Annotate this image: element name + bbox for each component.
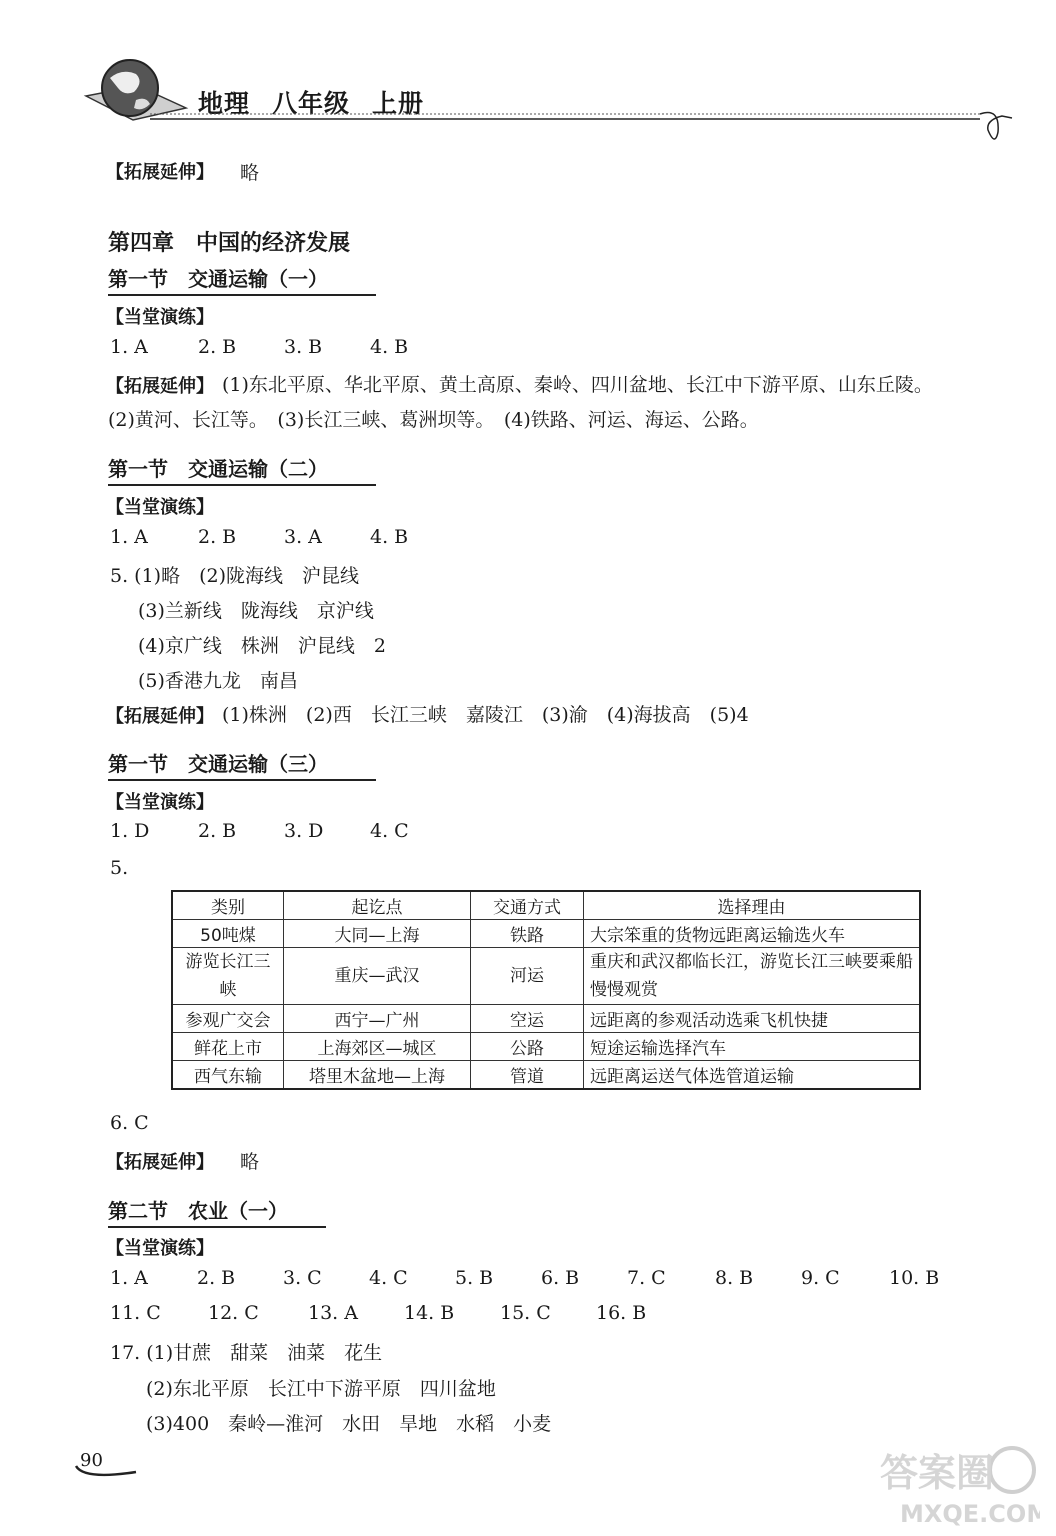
section3-q5: 5. (110, 857, 129, 879)
section2-ext-text: (1)株洲 (2)西 长江三峡 嘉陵江 (3)渝 (4)海拔高 (5)4 (222, 704, 749, 726)
header-volume: 上册 (372, 89, 425, 118)
chapter-title: 第四章 中国的经济发展 (108, 231, 351, 256)
header-grade: 八年级 (272, 89, 351, 118)
section3-answers (110, 820, 409, 842)
section3-ext-label: 【拓展延伸】 (106, 1152, 214, 1173)
table-cell: 河运 (471, 948, 584, 1005)
answer: 3. D (284, 820, 324, 842)
answer: 1. A (110, 1267, 148, 1289)
section4-answers-row2 (110, 1302, 646, 1324)
table-cell: 短途运输选择汽车 (584, 1033, 921, 1061)
table-row (172, 1005, 920, 1033)
table-header: 交通方式 (471, 891, 584, 920)
section4-answers-row1 (110, 1267, 939, 1289)
answer: 9. C (801, 1267, 840, 1289)
answer: 4. B (370, 526, 409, 548)
section3-practice-label: 【当堂演练】 (106, 792, 214, 813)
section2-practice-label: 【当堂演练】 (106, 497, 214, 518)
svg-text:MXQE.COM: MXQE.COM (900, 1500, 1040, 1528)
table-cell: 塔里木盆地—上海 (284, 1061, 471, 1090)
answer: 4. B (370, 336, 409, 358)
table-cell: 公路 (471, 1033, 584, 1061)
table-cell: 游览长江三峡 (172, 948, 284, 1005)
answer: 2. B (198, 336, 237, 358)
table-cell: 鲜花上市 (172, 1033, 284, 1061)
answer: 1. A (110, 526, 148, 548)
table-cell: 重庆和武汉都临长江，游览长江三峡要乘船慢慢观赏 (584, 948, 921, 1005)
section1-ext-line1: (1)东北平原、华北平原、黄土高原、秦岭、四川盆地、长江中下游平原、山东丘陵。 (222, 374, 933, 396)
answer: 11. C (110, 1302, 161, 1324)
table-cell: 西宁—广州 (284, 1005, 471, 1033)
table-cell: 参观广交会 (172, 1005, 284, 1033)
answer: 10. B (889, 1267, 940, 1289)
section3-q6: 6. C (110, 1112, 149, 1134)
table-cell: 大宗笨重的货物远距离运输选火车 (584, 920, 921, 948)
table-cell: 管道 (471, 1061, 584, 1090)
answer: 15. C (500, 1302, 551, 1324)
table-cell: 铁路 (471, 920, 584, 948)
page-number: 90 (80, 1450, 103, 1471)
answer: 7. C (627, 1267, 666, 1289)
table-row (172, 948, 920, 1005)
answer: 16. B (596, 1302, 647, 1324)
table-row (172, 920, 920, 948)
answer: 3. B (284, 336, 323, 358)
section2-q5-line: (4)京广线 株洲 沪昆线 2 (138, 635, 387, 657)
answer: 3. A (284, 526, 322, 548)
section1-ext-label: 【拓展延伸】 (106, 376, 214, 397)
answer: 2. B (198, 820, 237, 842)
section2-ext-label: 【拓展延伸】 (106, 706, 214, 727)
answer: 3. C (283, 1267, 322, 1289)
section4-practice-label: 【当堂演练】 (106, 1238, 214, 1259)
section1-ext-line2: (2)黄河、长江等。 (3)长江三峡、葛洲坝等。 (4)铁路、河运、海运、公路。 (108, 409, 759, 431)
section1-title: 第一节 交通运输（一） (108, 263, 376, 296)
answer: 6. B (541, 1267, 580, 1289)
section3-ext-text: 略 (240, 1151, 260, 1173)
section4-q17-line: (3)400 秦岭—淮河 水田 旱地 水稻 小麦 (146, 1413, 552, 1435)
section1-answers (110, 336, 408, 358)
table-header-row (172, 891, 920, 920)
table-cell: 空运 (471, 1005, 584, 1033)
table-header: 选择理由 (584, 891, 921, 920)
page-number-swoosh (74, 1462, 144, 1484)
answer: 12. C (208, 1302, 259, 1324)
section2-title: 第一节 交通运输（二） (108, 453, 376, 486)
table-row (172, 1061, 920, 1090)
transport-table (171, 890, 921, 1090)
answer: 4. C (369, 1267, 408, 1289)
answer: 2. B (197, 1267, 236, 1289)
table-row (172, 1033, 920, 1061)
table-cell: 西气东输 (172, 1061, 284, 1090)
section1-practice-label: 【当堂演练】 (106, 307, 214, 328)
answer: 8. B (715, 1267, 754, 1289)
watermark-text: 答案圈 (880, 1451, 995, 1495)
section4-title: 第二节 农业（一） (108, 1195, 326, 1228)
section4-q17-line: (2)东北平原 长江中下游平原 四川盆地 (146, 1378, 496, 1400)
section2-answers (110, 526, 408, 548)
section3-title: 第一节 交通运输（三） (108, 748, 376, 781)
section4-q17-line: 17. (1)甘蔗 甜菜 油菜 花生 (110, 1342, 383, 1364)
top-ext-label: 【拓展延伸】 (106, 162, 214, 183)
header-subject: 地理 (198, 89, 251, 118)
answer: 1. D (110, 820, 150, 842)
table-cell: 远距离运送气体选管道运输 (584, 1061, 921, 1090)
watermark-logo (880, 1440, 1040, 1530)
table-cell: 重庆—武汉 (284, 948, 471, 1005)
answer: 4. C (370, 820, 409, 842)
answer: 14. B (404, 1302, 455, 1324)
answer: 2. B (198, 526, 237, 548)
top-ext-text: 略 (240, 162, 260, 184)
answer: 5. B (455, 1267, 494, 1289)
table-cell: 远距离的参观活动选乘飞机快捷 (584, 1005, 921, 1033)
table-header: 起讫点 (284, 891, 471, 920)
answer: 13. A (308, 1302, 358, 1324)
section2-q5-line: 5. (1)略 (2)陇海线 沪昆线 (110, 565, 359, 587)
table-cell: 大同—上海 (284, 920, 471, 948)
header-rule (150, 102, 1020, 152)
section2-q5-line: (3)兰新线 陇海线 京沪线 (138, 600, 374, 622)
table-cell: 50吨煤 (172, 920, 284, 948)
section2-q5-line: (5)香港九龙 南昌 (138, 670, 298, 692)
table-header: 类别 (172, 891, 284, 920)
table-cell: 上海郊区—城区 (284, 1033, 471, 1061)
answer: 1. A (110, 336, 148, 358)
